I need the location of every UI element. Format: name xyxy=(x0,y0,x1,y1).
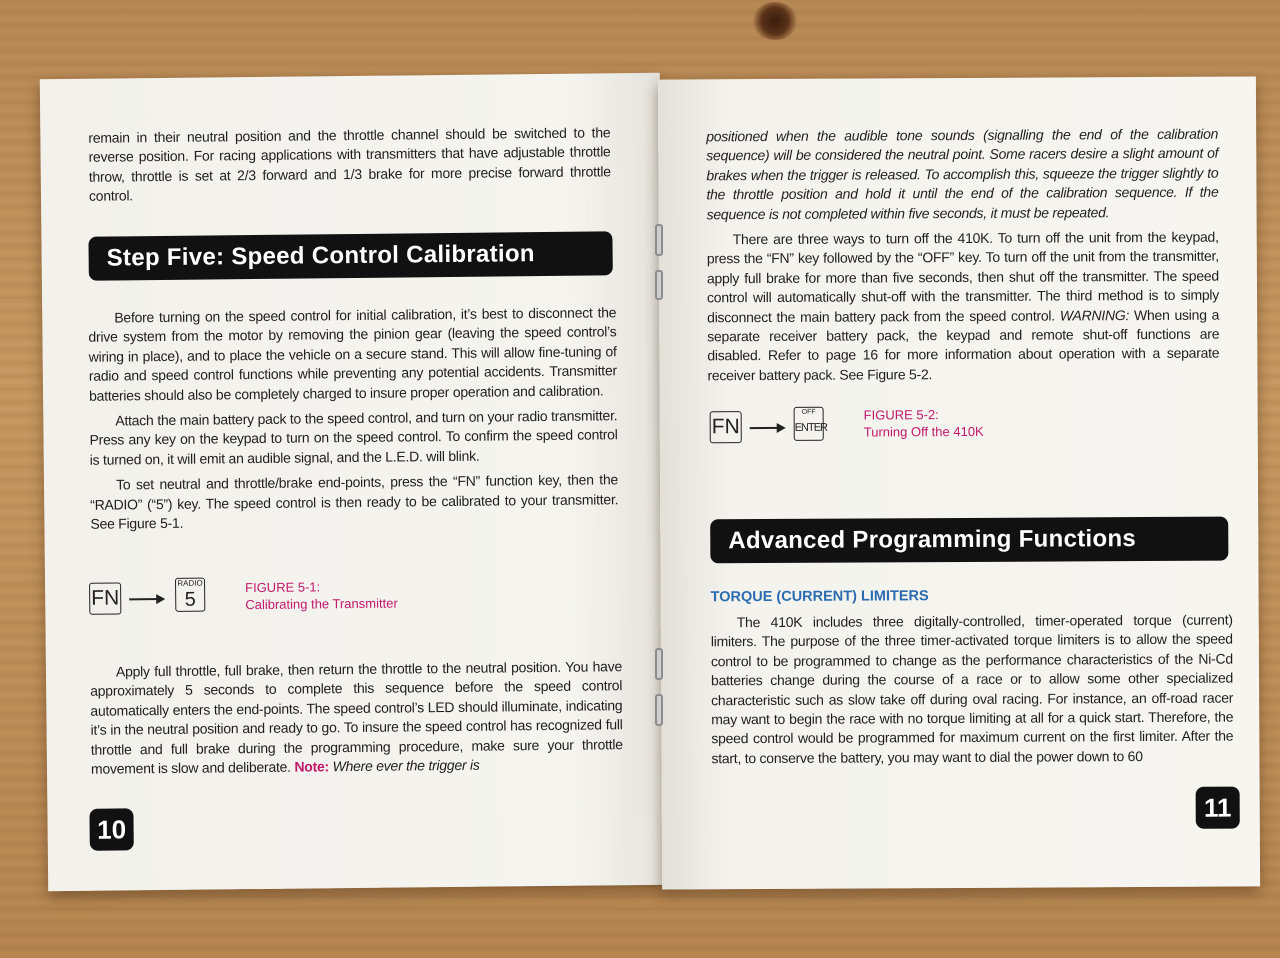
figure-5-2-caption xyxy=(864,406,984,441)
left-section-title: Step Five: Speed Control Calibration xyxy=(88,231,612,280)
warning-label: WARNING: xyxy=(1059,306,1130,324)
right-paragraph-1-start: There are three ways to turn off the 410K. To turn off the unit from the keypad, press the “FN” key followed by the “OFF” key. To turn off the unit from the transmitter, apply full brake for more than five seconds, then shut off the transmitter. The speed control will automatically shut-off with the transmitter. The third method is to simply disconnect the main battery pack from the speed control. xyxy=(706,228,1220,325)
left-paragraph-4 xyxy=(90,657,623,779)
torque-limiters-subheading: TORQUE (CURRENT) LIMITERS xyxy=(710,588,929,606)
right-paragraph-1 xyxy=(707,228,1220,386)
note-text: Where ever the trigger is xyxy=(332,756,480,775)
note-label: Note: xyxy=(294,758,330,775)
left-intro-paragraph: remain in their neutral position and the throttle channel should be switched to the reverse position. For racing applications with transmitters that have adjustable throttle throw, throttle is set at 2/3 forward and 1/3 brake for more precise forward throttle control. xyxy=(88,124,611,204)
right-paragraph-2: The 410K includes three digitally-controlled, timer-operated torque (current) limiters. The purpose of the three timer-activated torque limiters is to allow the speed control to be programmed to change as the performance characteristics of the Ni-Cd batteries change during the course of a race or to allow some other specialized characteristic such as slow take off during oval racing. For instance, an off-road racer may want to begin the race with no torque limiting at all for a quick start. Therefore, the speed control would be programmed for maximum current on the first limiter. After the start, to conserve the battery, you may want to dial the power down to 60 xyxy=(710,611,1234,767)
left-page xyxy=(40,73,668,891)
staple xyxy=(655,694,663,726)
radio-key-value: 5 xyxy=(184,588,196,611)
left-paragraph-3: To set neutral and throttle/brake end-points, press the “FN” function key, then the “RADIO” (“5”) key. The speed control is then ready to be calibrated to your transmitter. See Figure 5-1. xyxy=(90,471,619,532)
page-number-11: 11 xyxy=(1196,787,1240,829)
off-enter-key xyxy=(794,407,828,441)
fn-key: FN xyxy=(89,582,121,614)
figure-5-1-number: FIGURE 5-1: xyxy=(245,579,321,596)
left-paragraph-2: Attach the main battery pack to the speed control, and turn on your radio transmitter. Press any key on the keypad to turn on the speed control. To confirm the speed control is turned on, it will emit an audible signal, and the L.E.D. will blink. xyxy=(89,407,618,468)
left-paragraph-1: Before turning on the speed control for initial calibration, it’s best to disconnect the drive system from the motor by removing the pinion gear (leaving the speed control’s wiring in place), and to place the vehicle on a secure stand. This will allow fine-tuning of radio and speed control functions while preventing any potential accidents. Transmitter batteries should also be completely charged to insure proper operation and calibration. xyxy=(88,304,617,404)
figure-5-1-caption xyxy=(245,578,398,614)
radio-key-label: RADIO xyxy=(177,578,203,588)
left-paragraph-4-text: Apply full throttle, full brake, then return the throttle to the neutral position. You have approximately 5 seconds to complete this sequence before the speed control automatically enters the end-points. The speed control’s LED should illuminate, indicating it’s in the neutral position and ready to go. To insure the speed control has recognized full throttle and full brake during the programming procedure, make sure your throttle movement is slow and deliberate. xyxy=(90,658,623,777)
staple xyxy=(655,224,663,256)
fn-key: FN xyxy=(710,411,742,443)
right-italic-paragraph: positioned when the audible tone sounds (signalling the end of the calibration sequence) will be considered the neutral point. Some racers desire a slight amount of brakes when the trigger is released. To accomplish this, squeeze the trigger slightly to the throttle position and hold it until the end of the calibration sequence. If the sequence is not completed within five seconds, it must be repeated. xyxy=(706,125,1219,222)
wood-knot xyxy=(752,2,798,40)
radio-key xyxy=(175,578,205,612)
left-body-text-2 xyxy=(90,657,623,785)
staple xyxy=(655,648,663,680)
figure-5-1-title: Calibrating the Transmitter xyxy=(245,595,398,613)
left-body-text xyxy=(88,303,618,540)
right-body-text-2 xyxy=(711,611,1234,775)
right-paragraph-1-end: When using a separate receiver battery pack, the keypad and remote shut-off functions are disabled. Refer to page 16 for more information about operation with a separate receiver battery pack. See Figure 5-2. xyxy=(707,306,1220,384)
figure-5-2-number: FIGURE 5-2: xyxy=(863,407,939,423)
right-body-text xyxy=(706,125,1219,392)
page-number-10: 10 xyxy=(89,808,133,850)
right-section-title: Advanced Programming Functions xyxy=(710,517,1228,564)
arrow-icon xyxy=(129,598,163,600)
off-key-label: OFF xyxy=(801,408,816,416)
enter-key-label: ENTER xyxy=(794,421,828,434)
arrow-icon xyxy=(750,427,784,429)
staple xyxy=(655,270,663,300)
right-page xyxy=(658,76,1260,889)
left-intro-text xyxy=(88,123,611,212)
figure-5-2-title: Turning Off the 410K xyxy=(863,423,984,440)
